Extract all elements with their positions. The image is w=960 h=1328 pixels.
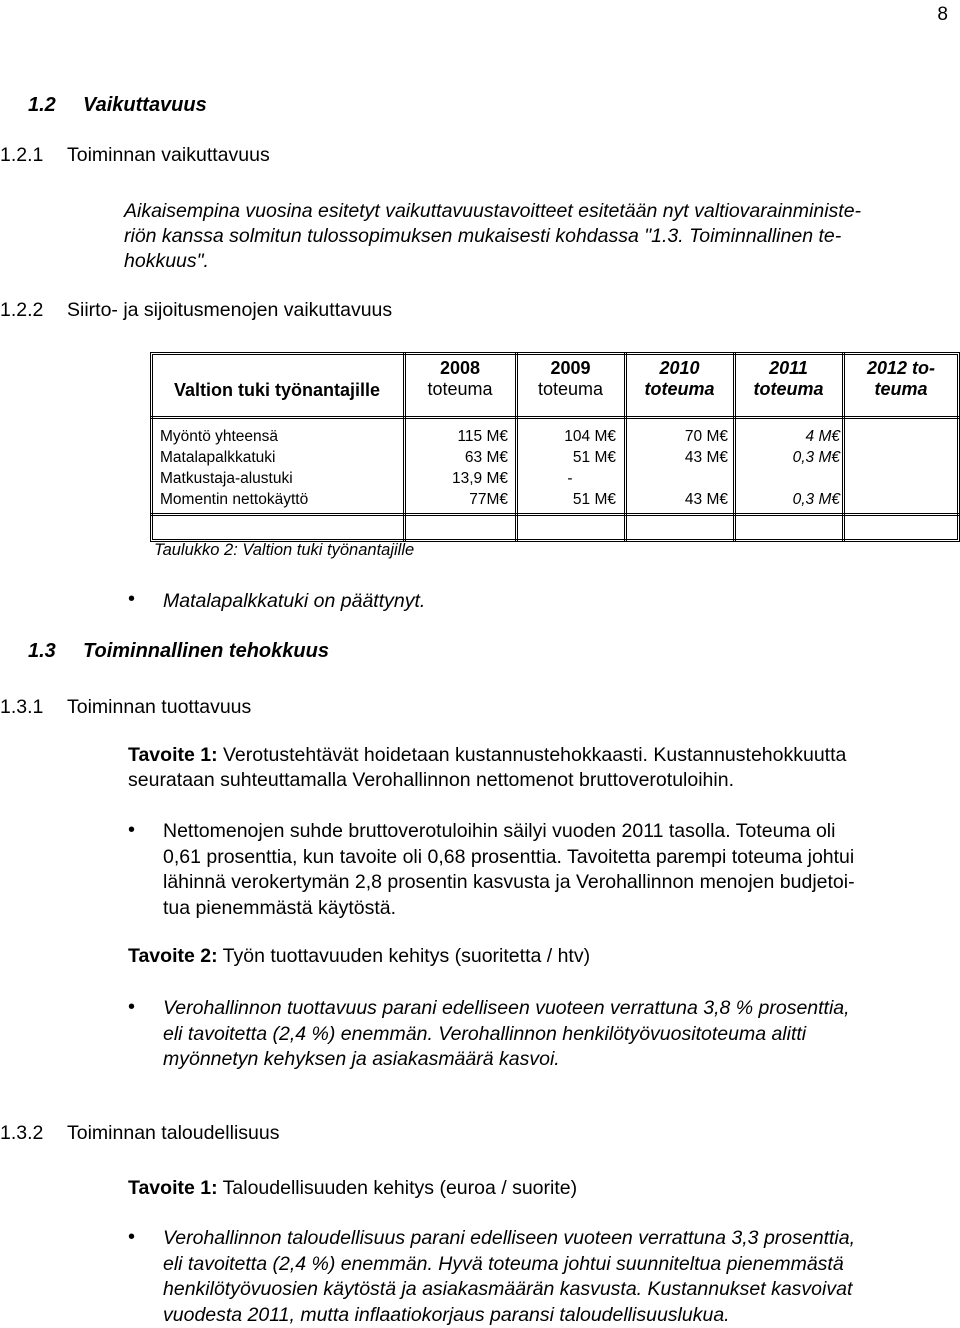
bullet-line: lähinnä verokertymän 2,8 prosentin kasvusta ja Verohallinnon menojen budjetoi- (163, 871, 855, 894)
bullet-line: henkilötyövuosien käytöstä ja asiakasmäärän kasvusta. Kustannukset kasvoivat (163, 1278, 853, 1301)
goal-2-bullet (163, 996, 850, 1073)
goal-2-line (128, 945, 590, 968)
heading-1-3-2 (0, 1122, 279, 1145)
cell-2008: 115 M€ (457, 428, 508, 445)
row-label: Momentin nettokäyttö (160, 491, 309, 508)
cell-2009: 51 M€ (572, 449, 616, 466)
bullet-line: tua pienemmästä käytöstä. (163, 896, 397, 919)
paragraph-line: riön kanssa solmitun tulossopimuksen mukaisesti kohdassa "1.3. Toiminnallinen te- (124, 225, 842, 247)
heading-number: 1.2.2 (0, 299, 44, 321)
bullet-line: myönnetyn kehyksen ja asiakasmäärä kasvoi. (163, 1048, 560, 1071)
bullet-text: Matalapalkkatuki on päättynyt. (163, 590, 426, 612)
heading-title: Toiminnan taloudellisuus (67, 1122, 280, 1144)
header-sub: toteuma (537, 379, 604, 399)
heading-title: Vaikuttavuus (83, 94, 207, 116)
header-year: 2012 to- (866, 358, 936, 378)
header-year: 2008 (439, 358, 481, 378)
header-sub: teuma (874, 379, 928, 399)
cell-2011: 0,3 M€ (792, 449, 840, 466)
heading-1-2 (28, 94, 207, 117)
header-year: 2010 (659, 358, 700, 378)
goal-text: Verotustehtävät hoidetaan kustannustehokkaasti. Kustannustehokkuutta (217, 744, 847, 766)
goal-1-bullet (163, 819, 855, 921)
header-year: 2009 (550, 358, 591, 378)
table-header-2012 (844, 358, 958, 400)
goal-label: Tavoite 2: (128, 945, 218, 967)
heading-number: 1.3.1 (0, 696, 44, 718)
goal-text: Taloudellisuuden kehitys (euroa / suorite) (217, 1177, 578, 1199)
bullet-line: 0,61 prosenttia, kun tavoite oli 0,68 prosenttia. Tavoitetta parempi toteuma johtui (163, 845, 855, 868)
goal-3-bullet (163, 1226, 855, 1328)
cell-2008: 13,9 M€ (451, 470, 508, 487)
header-sub: toteuma (753, 379, 824, 399)
goal-label: Tavoite 1: (128, 1177, 218, 1199)
row-label: Matkustaja-alustuki (160, 470, 293, 487)
heading-1-2-1 (0, 144, 270, 167)
cell-2008: 77M€ (469, 491, 508, 508)
heading-1-3-1 (0, 696, 251, 719)
table-divider (150, 416, 960, 419)
cell-2011: 0,3 M€ (792, 491, 840, 508)
row-label: Matalapalkkatuki (160, 449, 276, 466)
bullet-icon: • (128, 1226, 136, 1248)
table-caption: Taulukko 2: Valtion tuki työnantajille (154, 541, 415, 559)
table-header-label: Valtion tuki työnantajille (173, 380, 381, 400)
table-header-2009 (517, 358, 624, 400)
cell-2009: - (567, 470, 573, 487)
heading-title: Toiminnallinen tehokkuus (83, 640, 329, 662)
row-label: Myöntö yhteensä (160, 428, 279, 445)
bullet-line: Verohallinnon taloudellisuus parani edelliseen vuoteen verrattuna 3,3 prosenttia, (163, 1227, 855, 1249)
heading-title: Toiminnan vaikuttavuus (67, 144, 270, 166)
cell-2009: 51 M€ (572, 491, 616, 508)
heading-number: 1.3.2 (0, 1122, 44, 1144)
table-divider (150, 513, 960, 516)
goal-text-line: seurataan suhteuttamalla Verohallinnon nettomenot bruttoverotuloihin. (128, 769, 734, 791)
cell-2010: 43 M€ (684, 449, 728, 466)
bullet-line: Verohallinnon tuottavuus parani edelliseen vuoteen verrattuna 3,8 % prosenttia, (163, 997, 850, 1019)
bullet-icon: • (128, 819, 136, 841)
paragraph-line: Aikaisempina vuosina esitetyt vaikuttavuustavoitteet esitetään nyt valtiovarainministe- (124, 200, 862, 222)
heading-number: 1.3 (28, 640, 56, 662)
paragraph-line: hokkuus". (124, 250, 209, 272)
header-year: 2011 (769, 358, 808, 378)
cell-2010: 70 M€ (684, 428, 728, 445)
paragraph-intro (124, 199, 861, 274)
cell-2009: 104 M€ (564, 428, 616, 445)
heading-1-2-2 (0, 299, 392, 322)
bullet-line: Nettomenojen suhde bruttoverotuloihin säilyi vuoden 2011 tasolla. Toteuma oli (163, 820, 836, 842)
goal-text: Työn tuottavuuden kehitys (suoritetta / htv) (217, 945, 591, 967)
bullet-line: vuodesta 2011, mutta inflaatiokorjaus paransi taloudellisuuslukua. (163, 1303, 730, 1326)
table-header-2011 (735, 358, 842, 400)
table-header-2008 (405, 358, 515, 400)
bullet-icon: • (128, 996, 136, 1018)
page-number: 8 (937, 4, 948, 25)
goal-1-paragraph (128, 743, 846, 793)
goal-3-line (128, 1177, 577, 1200)
goal-label: Tavoite 1: (128, 744, 218, 766)
cell-2011: 4 M€ (805, 428, 840, 445)
heading-title: Siirto- ja sijoitusmenojen vaikuttavuus (67, 299, 393, 321)
cell-2010: 43 M€ (684, 491, 728, 508)
table-header-2010 (626, 358, 733, 400)
bullet-icon: • (128, 588, 136, 610)
heading-title: Toiminnan tuottavuus (67, 696, 252, 718)
header-sub: toteuma (427, 379, 493, 399)
bullet-line: eli tavoitetta (2,4 %) enemmän. Verohallinnon henkilötyövuositoteuma alitti (163, 1022, 807, 1045)
cell-2008: 63 M€ (464, 449, 508, 466)
heading-number: 1.2.1 (0, 144, 44, 166)
bullet-line: eli tavoitetta (2,4 %) enemmän. Hyvä toteuma johtui suunniteltua pienemmästä (163, 1252, 844, 1275)
heading-number: 1.2 (28, 94, 56, 116)
heading-1-3 (28, 640, 329, 663)
header-sub: toteuma (644, 379, 715, 399)
